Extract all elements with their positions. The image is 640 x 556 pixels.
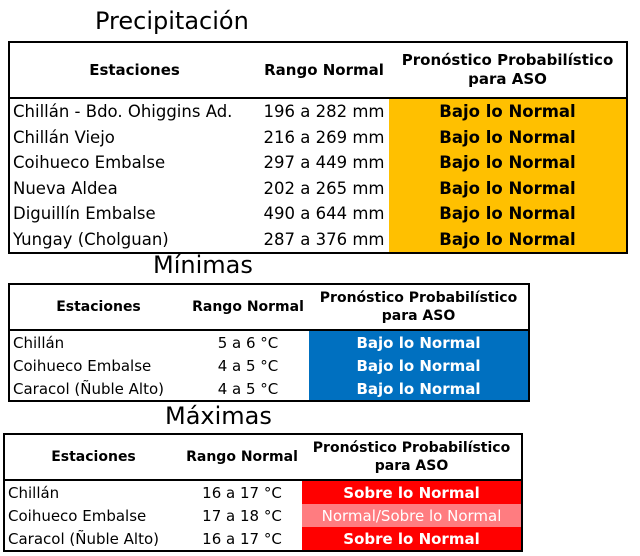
station-name: Caracol (Ñuble Alto) — [8, 529, 159, 548]
table-row — [9, 201, 627, 227]
table-row — [9, 330, 529, 354]
station-name: Chillán — [13, 333, 65, 352]
forecast-cell: Bajo lo Normal — [389, 227, 627, 254]
forecast-cell: Sobre lo Normal — [302, 480, 522, 504]
header-range: Rango Normal — [187, 284, 309, 330]
normal-range: 196 a 282 mm — [263, 102, 385, 122]
table-row — [9, 354, 529, 377]
forecast-cell: Bajo lo Normal — [389, 176, 627, 202]
forecast-cell: Bajo lo Normal — [389, 125, 627, 151]
maximas-title: Máximas — [165, 402, 272, 430]
forecast-cell: Bajo lo Normal — [389, 201, 627, 227]
minimas-table — [8, 283, 530, 402]
header-range: Rango Normal — [182, 434, 302, 480]
station-name: Nueva Aldea — [13, 178, 118, 198]
table-row — [4, 480, 522, 504]
table-row — [9, 98, 627, 125]
table-row — [4, 504, 522, 527]
normal-range: 287 a 376 mm — [263, 229, 385, 249]
normal-range: 5 a 6 °C — [217, 333, 279, 352]
header-forecast-line1: Pronóstico Probabilístico — [319, 290, 518, 306]
header-forecast-line2: para ASO — [381, 308, 456, 324]
table-row — [9, 176, 627, 202]
station-name: Chillán - Bdo. Ohiggins Ad. — [13, 102, 233, 122]
precipitation-table — [8, 41, 628, 254]
header-forecast-line1: Pronóstico Probabilístico — [312, 440, 511, 456]
station-name: Chillán — [8, 483, 60, 502]
header-forecast — [302, 434, 522, 480]
station-name: Coihueco Embalse — [13, 356, 152, 375]
normal-range: 4 a 5 °C — [217, 356, 279, 375]
header-forecast — [309, 284, 529, 330]
normal-range: 216 a 269 mm — [263, 127, 385, 147]
header-forecast-line1: Pronóstico Probabilístico — [401, 51, 614, 69]
station-name: Coihueco Embalse — [13, 153, 166, 173]
station-name: Diguillín Embalse — [13, 204, 156, 224]
normal-range: 16 a 17 °C — [202, 529, 282, 548]
normal-range: 4 a 5 °C — [217, 379, 279, 398]
normal-range: 16 a 17 °C — [202, 483, 282, 502]
normal-range: 490 a 644 mm — [263, 204, 385, 224]
table-row — [9, 377, 529, 401]
header-stations: Estaciones — [9, 42, 259, 98]
forecast-cell: Bajo lo Normal — [389, 150, 627, 176]
maximas-table — [3, 433, 523, 552]
table-row — [4, 527, 522, 551]
header-stations: Estaciones — [4, 434, 182, 480]
normal-range: 17 a 18 °C — [202, 506, 282, 525]
normal-range: 297 a 449 mm — [263, 153, 385, 173]
minimas-title: Mínimas — [153, 251, 253, 279]
table-row — [9, 125, 627, 151]
forecast-cell: Bajo lo Normal — [309, 354, 529, 377]
forecast-cell: Bajo lo Normal — [309, 377, 529, 401]
forecast-cell: Sobre lo Normal — [302, 527, 522, 551]
table-row — [9, 150, 627, 176]
table-row — [9, 227, 627, 254]
station-name: Caracol (Ñuble Alto) — [13, 379, 164, 398]
header-stations: Estaciones — [9, 284, 187, 330]
header-forecast-line2: para ASO — [374, 458, 449, 474]
forecast-cell: Bajo lo Normal — [309, 330, 529, 354]
station-name: Yungay (Cholguan) — [13, 229, 169, 249]
normal-range: 202 a 265 mm — [263, 178, 385, 198]
header-forecast-line2: para ASO — [468, 70, 547, 88]
forecast-cell: Normal/Sobre lo Normal — [302, 504, 522, 527]
header-range: Rango Normal — [259, 42, 389, 98]
forecast-cell: Bajo lo Normal — [389, 98, 627, 125]
station-name: Coihueco Embalse — [8, 506, 147, 525]
precipitation-title: Precipitación — [95, 7, 249, 35]
station-name: Chillán Viejo — [13, 127, 115, 147]
header-forecast — [389, 42, 627, 98]
